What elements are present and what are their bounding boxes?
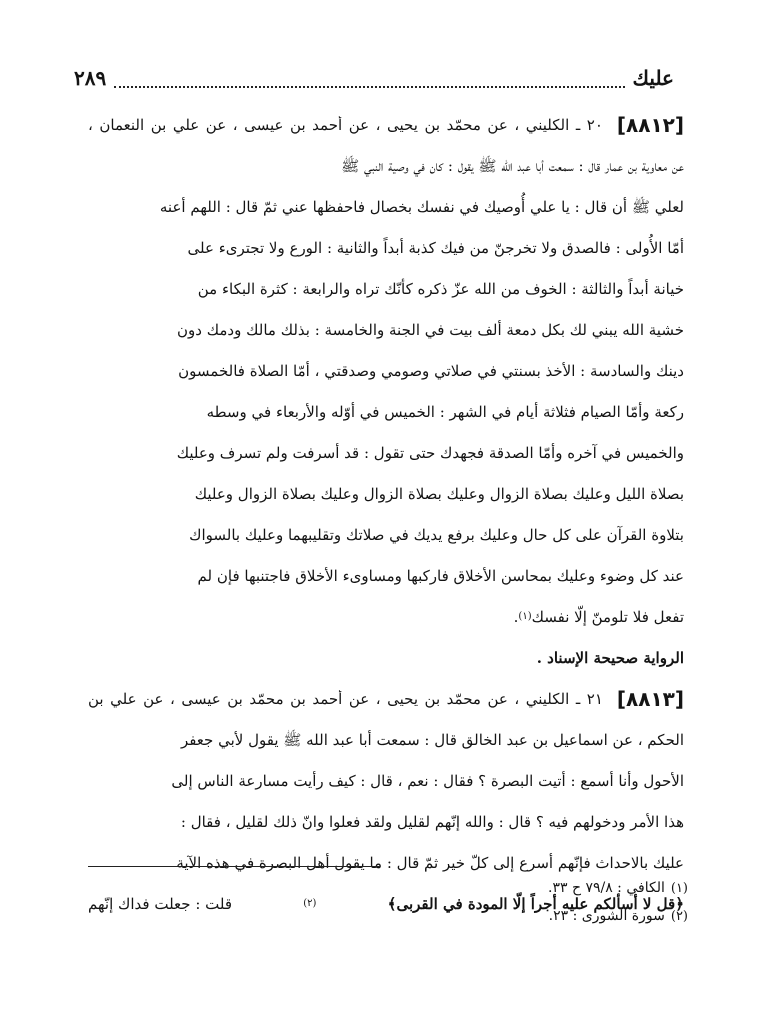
text-line (88, 104, 688, 145)
line-text: تفعل فلا تلومنّ إلّا نفسك (531, 607, 684, 626)
footnote-item (88, 874, 688, 902)
footnote-text: الكافي : ٧٩/٨ ح ٣٣. (548, 880, 665, 896)
text-line: عند كل وضوء وعليك بمحاسن الأخلاق فاركبها ومساوىء الأخلاق فاجتنبها فإن لم (197, 566, 684, 585)
line-text: ٢٠ ـ الكليني ، عن محمّد بن يحيى ، عن أحمد بن عيسى ، عن علي بن النعمان ، (88, 115, 603, 134)
footnote-reference: (٢) (303, 897, 317, 909)
text-line: الأحول وأنا أسمع : أتيت البصرة ؟ فقال : نعم ، قال : كيف رأيت مسارعة الناس إلى (171, 771, 684, 790)
quran-verse: ﴿قل لا أسألكم عليه أجراً إلّا المودة في القربى﴾ (387, 894, 684, 913)
footnote-text: سورة الشورى : ٢٣. (548, 908, 665, 924)
hadith-number: [٨٨١٢] (616, 112, 684, 137)
text-line: دينك والسادسة : الأخذ بسنتي في صلاتي وصومي وصدقتي ، أمّا الصلاة فالخمسون (178, 361, 684, 380)
running-header (74, 56, 674, 88)
text-line: عن معاوية بن عمار قال : سمعت أبا عبد الله ﷺ يقول : كان في وصية النبي ﷺ (341, 156, 684, 175)
footnote-mark: (٢) (670, 908, 688, 924)
text-line (88, 596, 688, 637)
line-text: قلت : جعلت فداك إنّهم (88, 894, 233, 913)
text-line (88, 678, 688, 719)
footnotes (88, 874, 688, 930)
footnote-item (88, 902, 688, 930)
text-line: بصلاة الليل وعليك بصلاة الزوال وعليك بصلاة الزوال وعليك بصلاة الزوال وعليك (194, 484, 684, 503)
text-line: خيانة أبداً والثالثة : الخوف من الله عزّ ذكره كأنّك تراه والرابعة : كثرة البكاء من (197, 279, 684, 298)
header-dot-leader (114, 74, 624, 88)
text-line: والخميس في آخره وأمّا الصدقة فجهدك حتى تقول : قد أسرفت ولم تسرف وعليك (176, 443, 684, 462)
hadith-number: [٨٨١٣] (616, 686, 684, 711)
text-line: أمّا الأُولى : فالصدق ولا تخرجنّ من فيك كذبة أبداً والثانية : الورع ولا تجترىء على (187, 238, 684, 257)
text-line: هذا الأمر ودخولهم فيه ؟ قال : والله إنّهم لقليل ولقد فعلوا وانّ ذلك لقليل ، فقال : (180, 812, 684, 831)
header-title: عليك (632, 66, 674, 90)
text-line: بتلاوة القرآن على كل حال وعليك برفع يديك في صلاتك وتقليبهما وعليك بالسواك (189, 525, 684, 544)
line-text: ٢١ ـ الكليني ، عن محمّد بن يحيى ، عن أحمد بن محمّد بن عيسى ، عن علي بن (88, 689, 603, 708)
main-text-block (88, 104, 688, 924)
footnote-divider (88, 866, 380, 867)
sentence-end: . (513, 607, 519, 626)
page-number: ٢٨٩ (74, 66, 107, 90)
text-line: عليك بالاحداث فإنّهم أسرع إلى كلّ خير ثمّ قال : ما يقول أهل البصرة في هذه الآية (176, 853, 684, 872)
text-line: ركعة وأمّا الصيام فثلاثة أيام في الشهر : الخميس في أوّله والأربعاء في وسطه (206, 402, 684, 421)
text-line: الرواية صحيحة الإسناد . (536, 648, 684, 667)
text-line: خشية الله يبني لك بكل دمعة ألف بيت في الجنة والخامسة : بذلك مالك ودمك دون (177, 320, 684, 339)
text-line: الحكم ، عن اسماعيل بن عبد الخالق قال : سمعت أبا عبد الله ﷺ يقول لأبي جعفر (180, 730, 684, 749)
footnote-mark: (١) (670, 880, 688, 896)
text-line: لعلي ﷺ أن قال : يا علي أُوصيك في نفسك بخصال فاحفظها عني ثمّ قال : اللهم أعنه (159, 197, 684, 216)
footnote-reference: (١) (518, 610, 532, 622)
